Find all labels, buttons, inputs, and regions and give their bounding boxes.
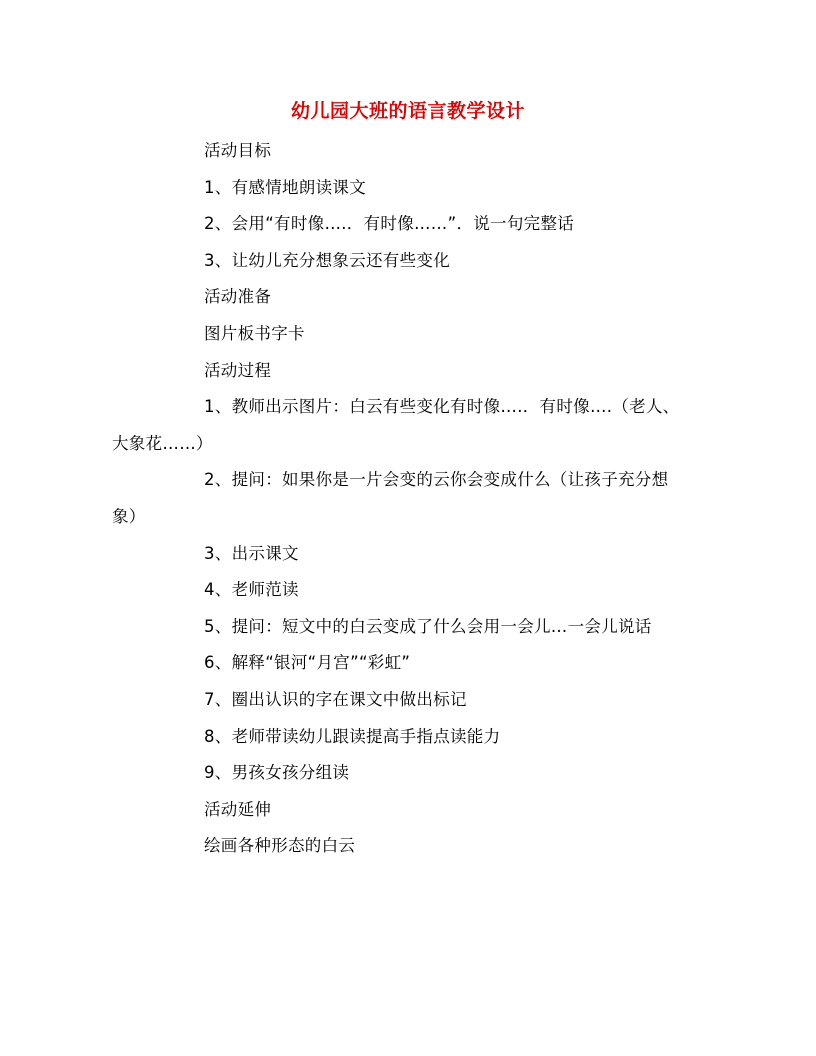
section-heading-preparation: 活动准备 (204, 287, 272, 307)
process-step: 6、解释“银河“月宫”“彩虹” (204, 653, 411, 673)
section-heading-goals: 活动目标 (204, 141, 272, 160)
goal-item: 1、有感情地朗读课文 (204, 177, 366, 197)
goal-item: 2、会用“有时像….．有时像……”．说一句完整话 (204, 214, 575, 234)
process-step: 5、提问：短文中的白云变成了什么会用一会儿…一会儿说话 (204, 616, 652, 636)
process-step: 7、圈出认识的字在课文中做出标记 (204, 689, 467, 709)
process-step: 8、老师带读幼儿跟读提高手指点读能力 (204, 726, 501, 746)
document-title: 幼儿园大班的语言教学设计 (290, 100, 525, 122)
process-step: 3、出示课文 (204, 543, 299, 563)
process-step: 9、男孩女孩分组读 (204, 763, 350, 783)
section-heading-process: 活动过程 (204, 360, 272, 380)
document-body (112, 133, 692, 865)
process-step: 1、教师出示图片：白云有些变化有时像….．有时像….（老人、大象花……） (112, 397, 680, 453)
process-step: 2、提问：如果你是一片会变的云你会变成什么（让孩子充分想象） (112, 470, 669, 526)
preparation-text: 图片板书字卡 (204, 323, 305, 343)
goal-item: 3、让幼儿充分想象云还有些变化 (204, 250, 450, 270)
process-step: 4、老师范读 (204, 580, 299, 600)
section-heading-extension: 活动延伸 (204, 799, 272, 819)
extension-text: 绘画各种形态的白云 (204, 836, 356, 856)
